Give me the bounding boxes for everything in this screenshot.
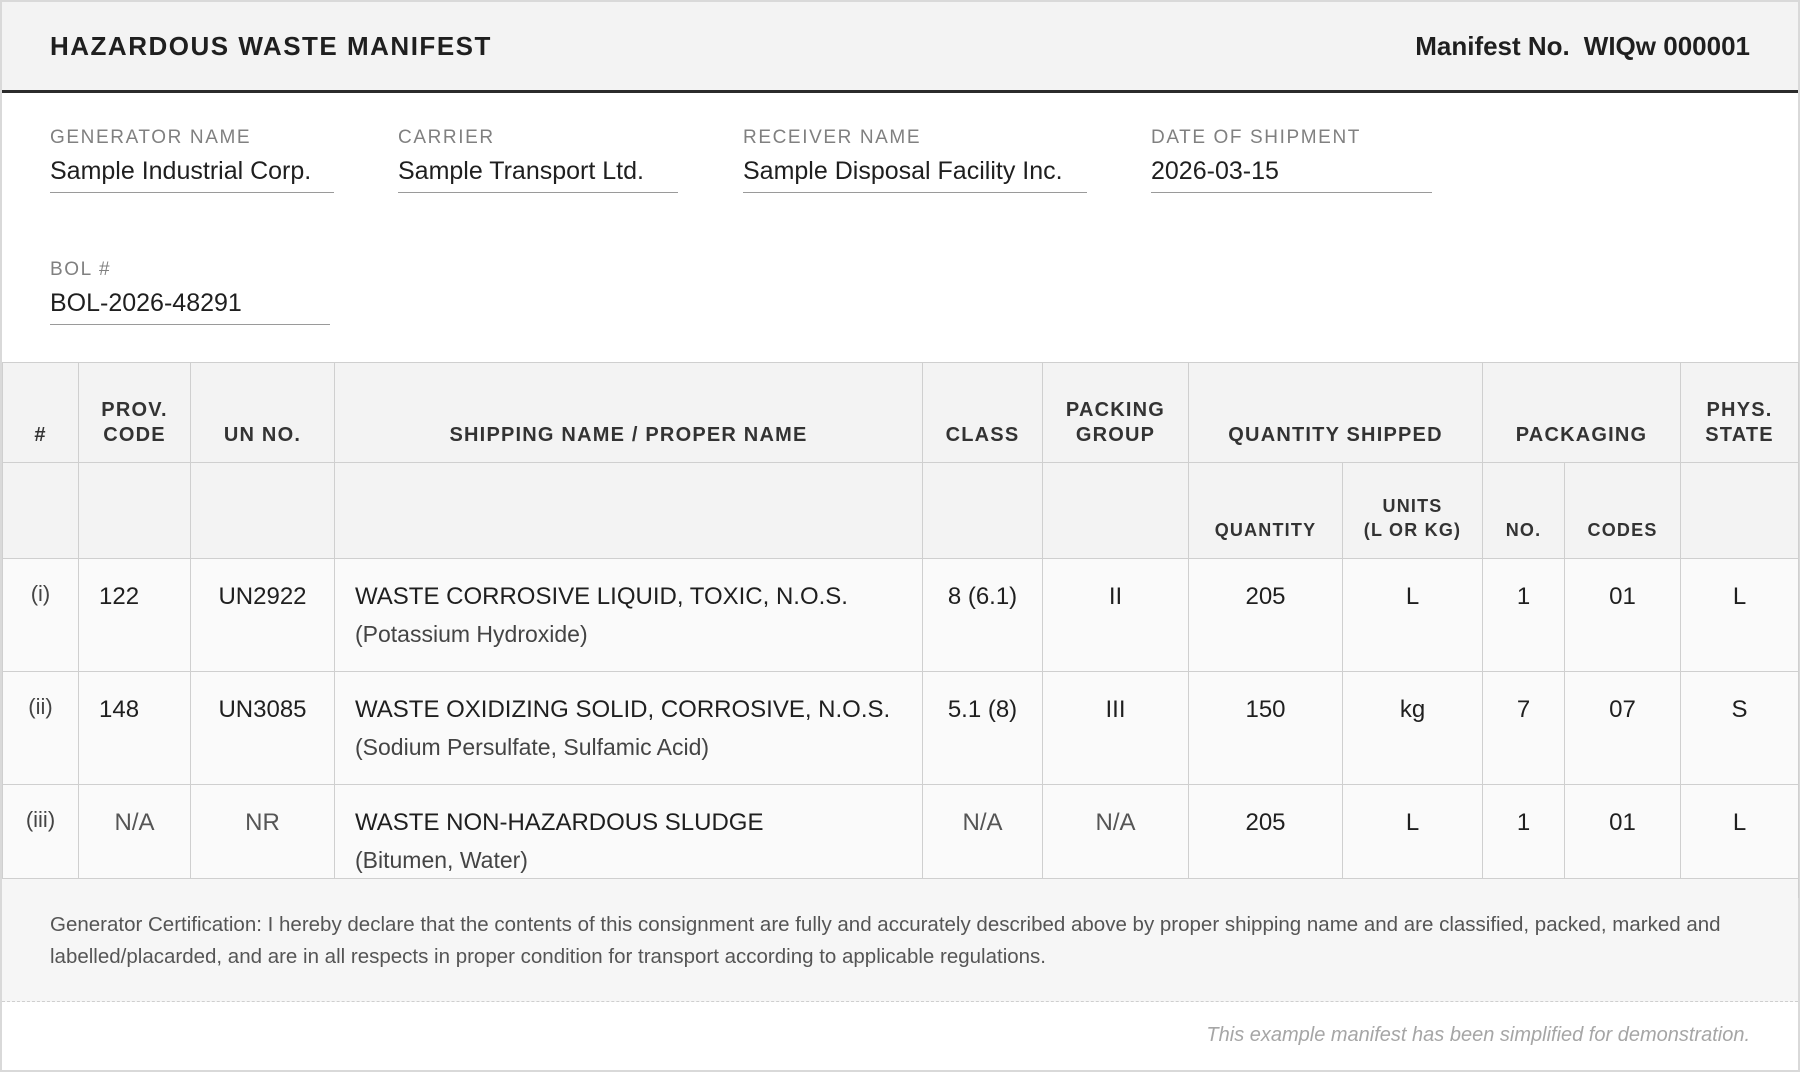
- manifest-number-label: Manifest No.: [1415, 30, 1570, 61]
- units-cell: L: [1343, 785, 1483, 898]
- header-class: CLASS: [923, 363, 1043, 463]
- shipping-name: WASTE CORROSIVE LIQUID, TOXIC, N.O.S.: [355, 583, 848, 610]
- phys-state-cell: S: [1681, 672, 1799, 785]
- receiver-label: RECEIVER NAME: [743, 127, 922, 148]
- manifest-header: [2, 2, 1798, 93]
- receiver-value[interactable]: Sample Disposal Facility Inc.: [743, 157, 1087, 193]
- packing-group-cell: III: [1043, 672, 1189, 785]
- un-no-cell: UN3085: [191, 672, 335, 785]
- waste-items-table: [2, 362, 1799, 898]
- prov-code-cell: 122: [79, 559, 191, 672]
- bol-field: [50, 259, 330, 325]
- quantity-cell: 205: [1189, 559, 1343, 672]
- packing-group-cell: N/A: [1043, 785, 1189, 898]
- units-cell: kg: [1343, 672, 1483, 785]
- pkg-no-cell: 1: [1483, 785, 1565, 898]
- un-no-cell: NR: [191, 785, 335, 898]
- subheader-empty: [3, 463, 79, 559]
- constituents: (Potassium Hydroxide): [355, 621, 588, 647]
- row-number: (i): [3, 559, 79, 672]
- table-row: [3, 672, 1799, 785]
- phys-state-cell: L: [1681, 785, 1799, 898]
- subheader-empty: [1681, 463, 1799, 559]
- subheader-pkg-no: NO.: [1483, 463, 1565, 559]
- document-title: HAZARDOUS WASTE MANIFEST: [50, 30, 492, 61]
- carrier-field: [398, 127, 678, 193]
- date-label: DATE OF SHIPMENT: [1151, 127, 1361, 148]
- class-cell: 8 (6.1): [923, 559, 1043, 672]
- prov-code-cell: 148: [79, 672, 191, 785]
- header-shipping-name: SHIPPING NAME / PROPER NAME: [335, 363, 923, 463]
- subheader-empty: [335, 463, 923, 559]
- manifest-number: [1415, 31, 1750, 62]
- subheader-units: UNITS (L OR KG): [1343, 463, 1483, 559]
- subheader-empty: [923, 463, 1043, 559]
- header-prov-code: PROV. CODE: [79, 363, 191, 463]
- shipping-name-cell: [335, 559, 923, 672]
- shipment-fields: [2, 93, 1798, 362]
- carrier-label: CARRIER: [398, 127, 495, 148]
- class-cell: N/A: [923, 785, 1043, 898]
- table-row: [3, 559, 1799, 672]
- shipping-name: WASTE NON-HAZARDOUS SLUDGE: [355, 809, 764, 836]
- bol-value[interactable]: BOL-2026-48291: [50, 289, 330, 325]
- un-no-cell: UN2922: [191, 559, 335, 672]
- header-packaging: PACKAGING: [1483, 363, 1681, 463]
- row-number: (iii): [3, 785, 79, 898]
- generator-field: [50, 127, 334, 193]
- phys-state-cell: L: [1681, 559, 1799, 672]
- footnote: This example manifest has been simplified for demonstration.: [1206, 1024, 1750, 1046]
- date-field: [1151, 127, 1432, 193]
- class-cell: 5.1 (8): [923, 672, 1043, 785]
- header-number: #: [3, 363, 79, 463]
- generator-label: GENERATOR NAME: [50, 127, 252, 148]
- header-packing-group: PACKING GROUP: [1043, 363, 1189, 463]
- row-number: (ii): [3, 672, 79, 785]
- date-value[interactable]: 2026-03-15: [1151, 157, 1432, 193]
- generator-value[interactable]: Sample Industrial Corp.: [50, 157, 334, 193]
- quantity-cell: 205: [1189, 785, 1343, 898]
- subheader-empty: [191, 463, 335, 559]
- codes-cell: 07: [1565, 672, 1681, 785]
- subheader-empty: [1043, 463, 1189, 559]
- header-phys-state: PHYS. STATE: [1681, 363, 1799, 463]
- constituents: (Bitumen, Water): [355, 847, 528, 873]
- receiver-field: [743, 127, 1087, 193]
- codes-cell: 01: [1565, 559, 1681, 672]
- units-cell: L: [1343, 559, 1483, 672]
- bol-label: BOL #: [50, 259, 112, 280]
- packing-group-cell: II: [1043, 559, 1189, 672]
- carrier-value[interactable]: Sample Transport Ltd.: [398, 157, 678, 193]
- header-quantity-shipped: QUANTITY SHIPPED: [1189, 363, 1483, 463]
- quantity-cell: 150: [1189, 672, 1343, 785]
- pkg-no-cell: 7: [1483, 672, 1565, 785]
- prov-code-cell: N/A: [79, 785, 191, 898]
- header-un-no: UN NO.: [191, 363, 335, 463]
- generator-certification: Generator Certification: I hereby declare that the contents of this consignment are fully and accurately described above by proper shipping name and are classified, packed, marked and labelled/placarded, and are in all respects in proper condition for transport according to applicable regulations.: [2, 878, 1798, 1002]
- subheader-quantity: QUANTITY: [1189, 463, 1343, 559]
- shipping-name: WASTE OXIDIZING SOLID, CORROSIVE, N.O.S.: [355, 696, 891, 723]
- subheader-empty: [79, 463, 191, 559]
- subheader-codes: CODES: [1565, 463, 1681, 559]
- pkg-no-cell: 1: [1483, 559, 1565, 672]
- shipping-name-cell: [335, 672, 923, 785]
- manifest-number-value: WIQw 000001: [1583, 30, 1750, 61]
- constituents: (Sodium Persulfate, Sulfamic Acid): [355, 734, 710, 760]
- codes-cell: 01: [1565, 785, 1681, 898]
